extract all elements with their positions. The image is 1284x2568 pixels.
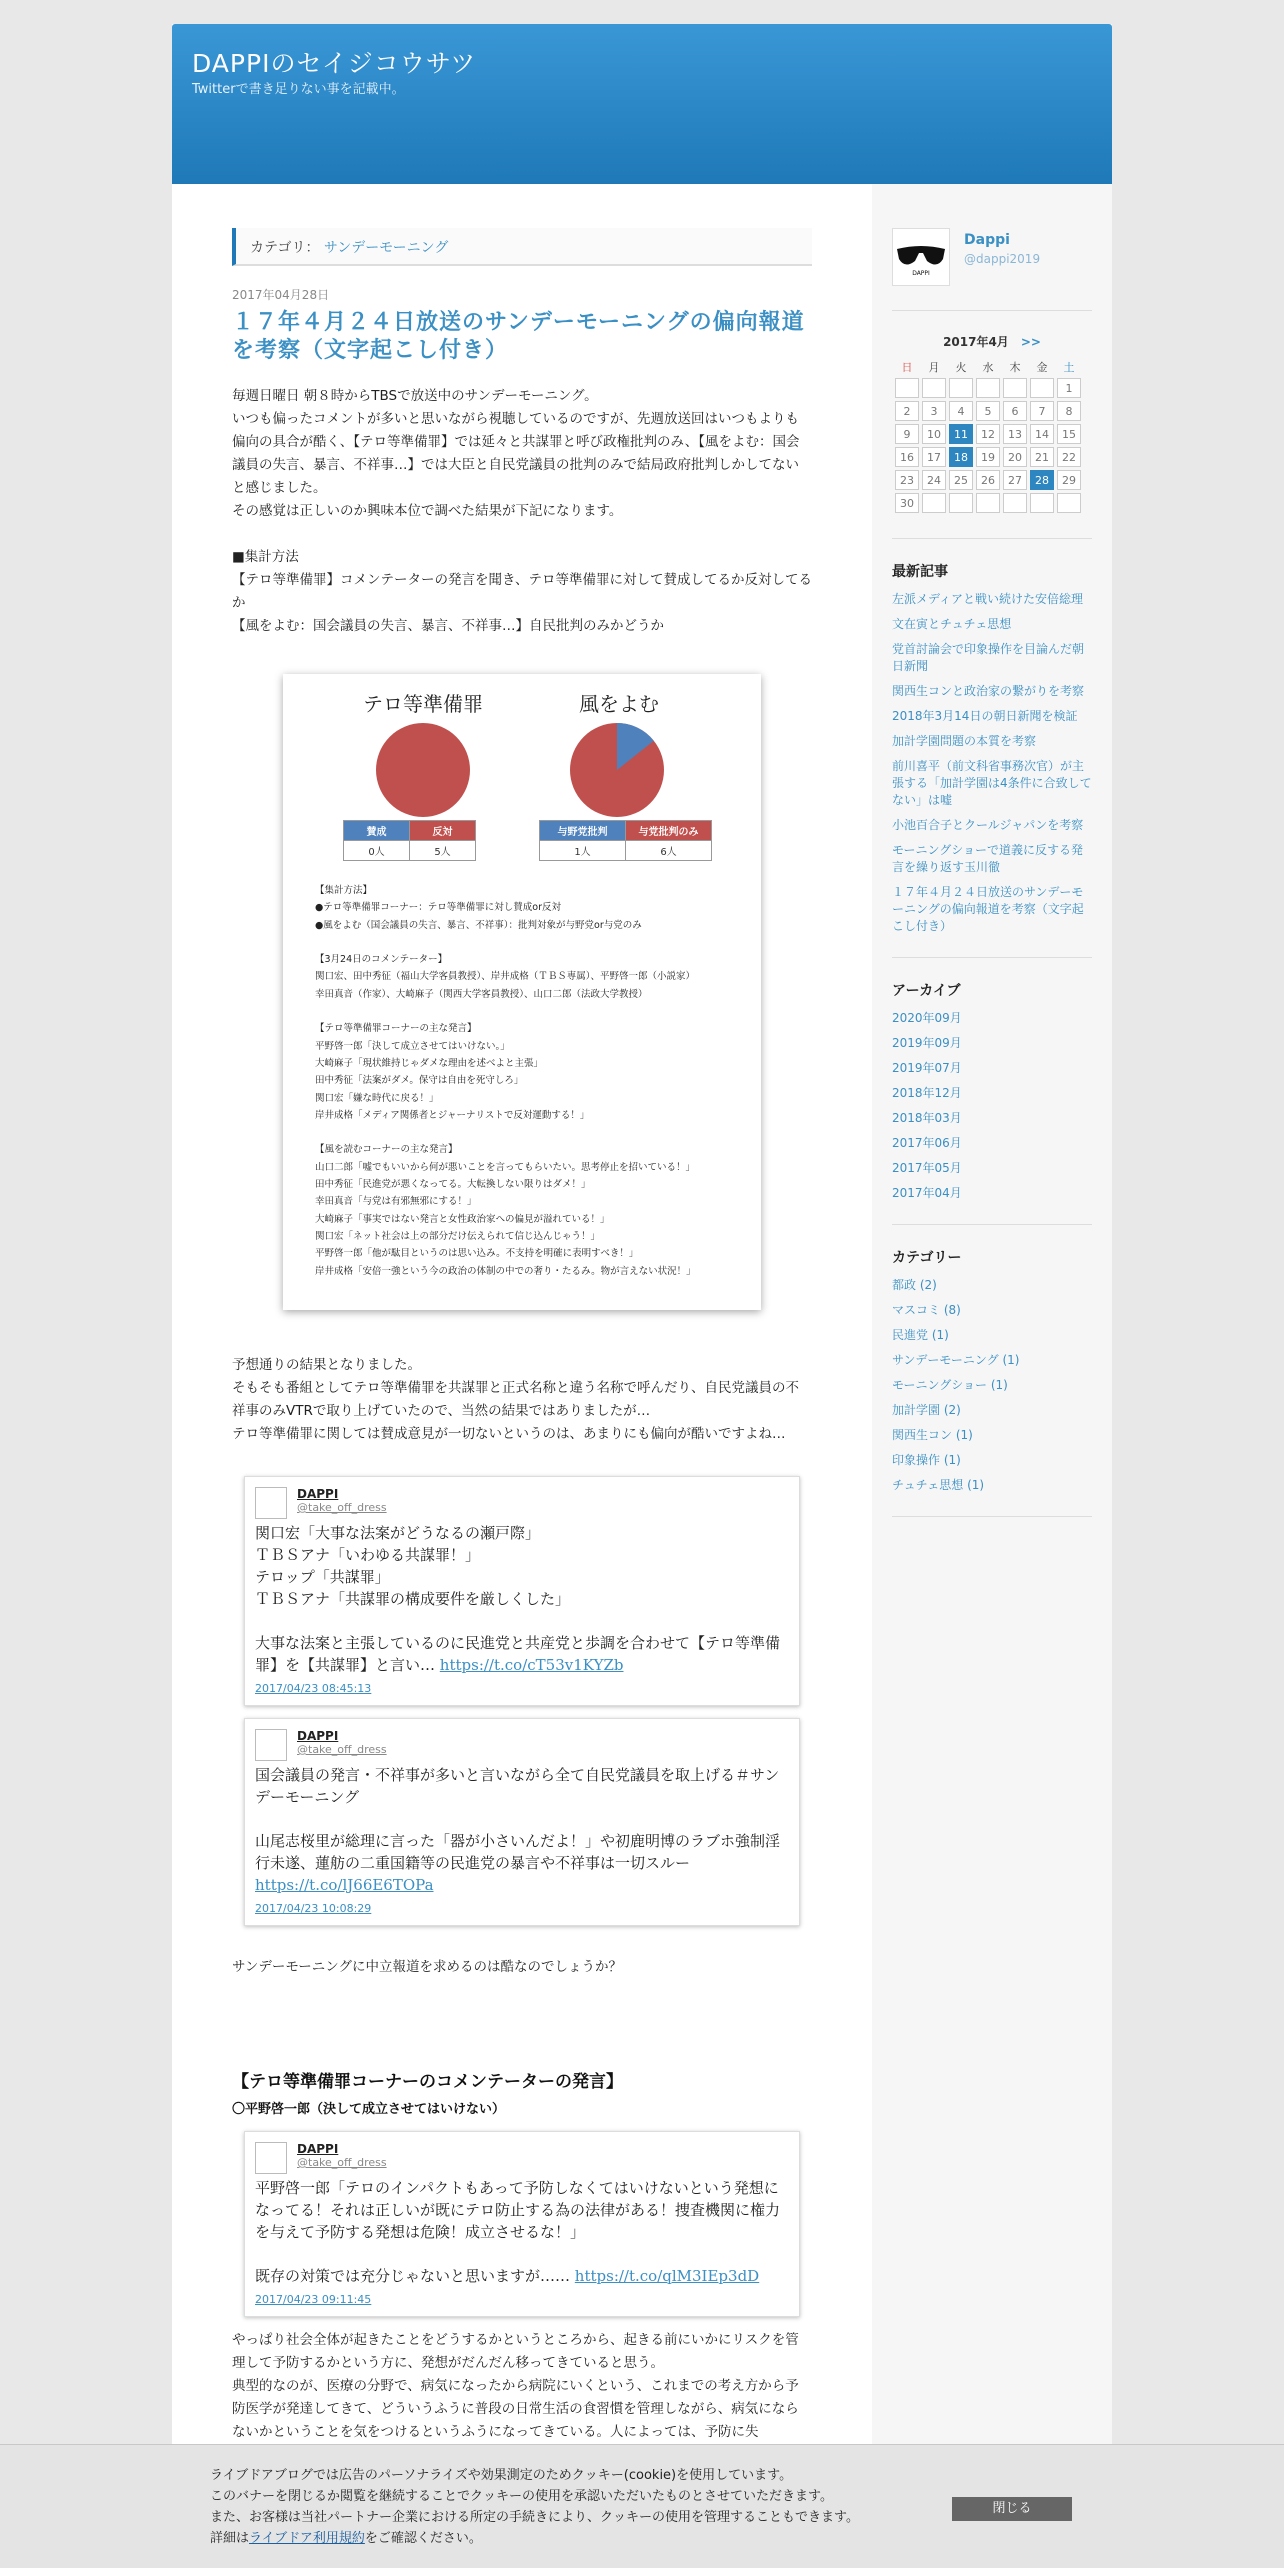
calendar (892, 356, 1084, 516)
archive-link[interactable]: 2018年12月 (892, 1086, 962, 1100)
recent-post-link[interactable]: モーニングショーで道義に反する発言を繰り返す玉川徹 (892, 843, 1084, 874)
infographic-notes: 【集計方法】 ●テロ等準備罪コーナー：テロ等準備罪に対し賛成or反対 ●風をよむ（国会議員の失言、暴言、不祥事）：批判対象が与野党or与党のみ 【3月24日のコメンテーター】 関口宏、田中秀征（福山大学客員教授）、岸井成格（ＴＢＳ専属）、平野啓一郎（小説家） 幸田真音（作家）、大崎麻子（関西大学客員教授）、山口二郎（法政大学教授） 【テロ等準備罪コーナーの主な発言】 平野啓一郎「決して成立させてはいけない。」 大崎麻子「現状維持じゃダメな理由を述べよと主張」 田中秀征「法案がダメ。保守は自由を死守しろ」 関口宏「嫌な時代に戻る！」 岸井成格「メディア関係者とジャーナリストで反対運動する！」 【風を読むコーナーの主な発言】 山口二郎「嘘でもいいから何が悪いことを言ってもらいたい。思考停止を招いている！」 田中秀征「民進党が悪くなってる。大転換しない限りはダメ！」 幸田真音「与党は有邪無邪にする！」 大崎麻子「事実ではない発言と女性政治家への偏見が溢れている！」 関口宏「ネット社会は上の部分だけ伝えられて信じ込んじゃう！」 平野啓一郎「他が駄目というのは思い込み。不支持を明確に表明すべき！」 岸井成格「安倍一強という今の政治の体制の中での奢り・たるみ。物が言えない状況！」 (315, 885, 696, 1277)
calendar-day: 29 (1057, 470, 1081, 490)
section-subtitle: 〇平野啓一郎（決して成立させてはいけない） (232, 2102, 506, 2117)
archive-title: アーカイブ (892, 983, 961, 999)
calendar-day: 13 (1003, 424, 1027, 444)
calendar-day: 20 (1003, 447, 1027, 467)
cookie-banner (0, 2444, 1284, 2568)
recent-post-link[interactable]: 左派メディアと戦い続けた安倍総理 (892, 592, 1084, 606)
calendar-weekday: 火 (955, 361, 967, 374)
calendar-day: 6 (1003, 401, 1027, 421)
calendar-header: 2017年4月 >> (943, 335, 1041, 349)
site-title[interactable]: DAPPIのセイジコウサツ (192, 49, 477, 78)
calendar-day: 30 (895, 493, 919, 513)
recent-post-link[interactable]: 党首討論会で印象操作を目論んだ朝日新聞 (892, 642, 1085, 673)
calendar-day: 27 (1003, 470, 1027, 490)
calendar-day[interactable]: 28 (1030, 470, 1054, 490)
category-link[interactable]: 民進党 (1) (892, 1328, 949, 1342)
infographic-left-table: 賛成 反対 0人 5人 (343, 820, 476, 861)
category-link[interactable]: サンデーモーニング (1) (892, 1353, 1020, 1367)
tweet-timestamp[interactable]: 2017/04/23 08:45:13 (255, 1682, 372, 1695)
category-title: カテゴリー (892, 1250, 962, 1266)
calendar-day: 5 (976, 401, 1000, 421)
tweet-text: 関口宏「大事な法案がどうなるの瀬戸際」 ＴＢＳアナ「いわゆる共謀罪！」 テロップ「共謀罪」 ＴＢＳアナ「共謀罪の構成要件を厳しくした」 大事な法案と主張しているのに民進党と共産党と歩調を合わせて【テロ等準備罪】を【共謀罪】と言い… https://t.co/cT53v1KYZb (255, 1524, 781, 1674)
calendar-day: 23 (895, 470, 919, 490)
calendar-day (949, 493, 973, 513)
recent-post-link[interactable]: １７年４月２４日放送のサンデーモーニングの偏向報道を考察（文字起こし付き） (892, 885, 1084, 933)
calendar-day[interactable]: 11 (949, 424, 973, 444)
sidebar (892, 184, 1092, 1539)
tweet-text: 国会議員の発言・不祥事が多いと言いながら全て自民党議員を取上げる＃サンデーモーニング 山尾志桜里が総理に言った「器が小さいんだよ！」や初鹿明博のラブホ強制淫行未遂、蓮舫の二重国籍等の民進党の暴言や不祥事は一切スルー https://t.co/lJ66E6TOPa (255, 1766, 781, 1894)
calendar-day: 2 (895, 401, 919, 421)
infographic-right-table: 与野党批判 与党批判のみ 1人 6人 (539, 820, 712, 861)
cookie-close-button[interactable]: 閉じる (952, 2497, 1072, 2521)
embedded-tweet[interactable]: DAPPI @take_off_dress 平野啓一郎「テロのインパクトもあって予防しなくてはいけないという発想になってる！それは正しいが既にテロ防止する為の法律がある！捜査機関に権力を与えて予防する発想は危険！成立させるな！」 既存の対策では充分じゃないと思いますが…… https://t.co/qlM3IEp3dD 2017/04/23 09:11:45 (244, 2131, 800, 2317)
calendar-day (1057, 493, 1081, 513)
site-header (172, 24, 1112, 184)
tweet-link[interactable]: https://t.co/lJ66E6TOPa (255, 1876, 434, 1894)
tweet-link[interactable]: https://t.co/cT53v1KYZb (439, 1656, 624, 1674)
calendar-day: 19 (976, 447, 1000, 467)
embedded-tweet[interactable]: DAPPI @take_off_dress 関口宏「大事な法案がどうなるの瀬戸際」 ＴＢＳアナ「いわゆる共謀罪！」 テロップ「共謀罪」 ＴＢＳアナ「共謀罪の構成要件を厳しくした」 大事な法案と主張しているのに民進党と共産党と歩調を合わせて【テロ等準備罪】を【共謀罪】と言い… https://t.co/cT53v1KYZb 2017/04/23 08:45:13 (244, 1476, 800, 1706)
calendar-weekday: 金 (1036, 361, 1048, 374)
method-text: ■集計方法 【テロ等準備罪】コメンテーターの発言を聞き、テロ等準備罪に対して賛成してるか反対してるか 【風をよむ：国会議員の失言、暴言、不祥事…】自民批判のみかどうか (232, 549, 812, 634)
recent-post-link[interactable]: 関西生コンと政治家の繋がりを考察 (892, 684, 1085, 698)
calendar-day (1003, 378, 1027, 398)
entry-title[interactable]: １７年４月２４日放送のサンデーモーニングの偏向報道を考察（文字起こし付き） (232, 310, 805, 363)
calendar-day: 15 (1057, 424, 1081, 444)
svg-text:DAPPI: DAPPI (912, 270, 930, 277)
calendar-weekday: 月 (928, 361, 940, 374)
calendar-day (1003, 493, 1027, 513)
category-link[interactable]: チュチェ思想 (1) (892, 1478, 985, 1492)
category-link[interactable]: 印象操作 (1) (892, 1453, 961, 1467)
calendar-day: 4 (949, 401, 973, 421)
site-description: Twitterで書き足りない事を記載中。 (192, 82, 405, 97)
calendar-day: 3 (922, 401, 946, 421)
calendar-day (976, 378, 1000, 398)
calendar-weekday: 水 (982, 361, 994, 374)
recent-post-link[interactable]: 文在寅とチュチェ思想 (892, 617, 1012, 631)
category-link[interactable]: 都政 (2) (892, 1278, 937, 1292)
recent-posts-list (892, 591, 1092, 935)
calendar-day: 16 (895, 447, 919, 467)
embedded-tweet[interactable]: DAPPI @take_off_dress 国会議員の発言・不祥事が多いと言いながら全て自民党議員を取上げる＃サンデーモーニング 山尾志桜里が総理に言った「器が小さいんだよ！」や初鹿明博のラブホ強制淫行未遂、蓮舫の二重国籍等の民進党の暴言や不祥事は一切スルー https://t.co/lJ66E6TOPa 2017/04/23 10:08:29 (244, 1718, 800, 1926)
calendar-day (1030, 493, 1054, 513)
archive-link[interactable]: 2017年04月 (892, 1186, 962, 1200)
calendar-day: 12 (976, 424, 1000, 444)
calendar-day: 22 (1057, 447, 1081, 467)
calendar-day (922, 378, 946, 398)
calendar-day: 21 (1030, 447, 1054, 467)
cookie-text: ライブドアブログでは広告のパーソナライズや効果測定のためクッキー(cookie)を使用しています。 このバナーを閉じるか閲覧を継続することでクッキーの使用を承認いただいたものとさせていただきます。 また、お客様は当社パートナー企業における所定の手続きにより、クッキーの使用を管理することもできます。 詳細はライブドア利用規約をご確認ください。 (210, 2468, 859, 2546)
calendar-weekday: 土 (1063, 361, 1075, 374)
infographic-image (283, 674, 761, 1310)
calendar-day: 8 (1057, 401, 1081, 421)
post-date: 2017年04月28日 (232, 288, 330, 302)
category-link[interactable]: マスコミ (8) (892, 1303, 961, 1317)
page (172, 24, 1112, 2568)
infographic-right-title: 風をよむ (579, 692, 659, 716)
calendar-day: 1 (1057, 378, 1081, 398)
profile (892, 228, 1092, 288)
recent-post-link[interactable]: 2018年3月14日の朝日新聞を検証 (892, 709, 1078, 723)
tweet-avatar[interactable] (255, 1487, 287, 1519)
infographic-left-title: テロ等準備罪 (363, 692, 483, 716)
calendar-day: 17 (922, 447, 946, 467)
calendar-day: 25 (949, 470, 973, 490)
recent-post-link[interactable]: 小池百合子とクールジャパンを考察 (892, 818, 1084, 832)
recent-posts-title: 最新記事 (892, 564, 948, 580)
sunglasses-icon (893, 229, 949, 285)
tweet-timestamp[interactable]: 2017/04/23 10:08:29 (255, 1902, 372, 1915)
category-link[interactable]: 関西生コン (1) (892, 1428, 973, 1442)
calendar-day: 9 (895, 424, 919, 444)
calendar-weekday: 木 (1009, 361, 1021, 374)
main-content (232, 184, 812, 2444)
category-heading: カテゴリ： サンデーモーニング (232, 228, 812, 266)
pie-left (373, 720, 473, 820)
archive-link[interactable]: 2018年03月 (892, 1111, 962, 1125)
calendar-day: 24 (922, 470, 946, 490)
section-title: 【テロ等準備罪コーナーのコメンテーターの発言】 (232, 2072, 623, 2092)
archive-link[interactable]: 2017年06月 (892, 1136, 962, 1150)
calendar-day (895, 378, 919, 398)
calendar-weekday: 日 (901, 361, 913, 374)
calendar-day: 14 (1030, 424, 1054, 444)
calendar-next-link[interactable]: >> (1020, 335, 1041, 349)
calendar-day: 10 (922, 424, 946, 444)
recent-post-link[interactable]: 加計学園問題の本質を考察 (892, 734, 1037, 748)
result-text: 予想通りの結果となりました。 そもそも番組としてテロ等準備罪を共謀罪と正式名称と違う名称で呼んだり、自民党議員の不祥事のみVTRで取り上げていたので、当然の結果ではありましたが… テロ等準備罪に関しては賛成意見が一切ないというのは、あまりにも偏向が酷いですよね… (232, 1357, 799, 1442)
tweet-avatar[interactable] (255, 2142, 287, 2174)
tweet-text: 平野啓一郎「テロのインパクトもあって予防しなくてはいけないという発想になってる！それは正しいが既にテロ防止する為の法律がある！捜査機関に権力を与えて予防する発想は危険！成立させるな！」 既存の対策では充分じゃないと思いますが…… https://t.co/qlM3IEp3dD (255, 2179, 781, 2285)
profile-id[interactable]: @dappi2019 (964, 252, 1041, 266)
calendar-day[interactable]: 18 (949, 447, 973, 467)
calendar-day (922, 493, 946, 513)
archive-link[interactable]: 2020年09月 (892, 1011, 962, 1025)
recent-post-link[interactable]: 前川喜平（前文科省事務次官）が主張する「加計学園は4条件に合致してない」は嘘 (892, 759, 1092, 807)
pie-right (567, 720, 667, 820)
archive-link[interactable]: 2019年09月 (892, 1036, 962, 1050)
category-link[interactable]: サンデーモーニング (323, 240, 449, 256)
calendar-day (1030, 378, 1054, 398)
category-link[interactable]: 加計学園 (2) (892, 1403, 961, 1417)
closing-text: やっぱり社会全体が起きたことをどうするかというところから、起きる前にいかにリスクを管理して予防するかという方に、発想がだんだん移ってきていると思う。 典型的なのが、医療の分野で、病気になったから病院にいくという、これまでの考え方から予防医学が発達してきて、どういうふうに普段の日常生活の食習慣を管理しながら、病気にならないかということを気をつけるというふうになってきている。人によっては、予防に失 (232, 2332, 799, 2440)
category-list (892, 1277, 1092, 1494)
archive-list (892, 1010, 1092, 1202)
tweet-link[interactable]: https://t.co/qlM3IEp3dD (574, 2267, 760, 2285)
archive-link[interactable]: 2017年05月 (892, 1161, 962, 1175)
profile-avatar[interactable] (892, 228, 950, 286)
profile-name[interactable]: Dappi (964, 232, 1010, 248)
intro-text: 毎週日曜日 朝８時からTBSで放送中のサンデーモーニング。 いつも偏ったコメントが多いと思いながら視聴しているのですが、先週放送回はいつもよりも偏向の具合が酷く、【テロ等準備罪】では延々と共謀罪と呼び政権批判のみ、【風をよむ：国会議員の失言、暴言、不祥事…】では大臣と自民党議員の批判のみで結局政府批判しかしてないと感じました。 その感覚は正しいのか興味本位で調べた結果が下記になります。 (232, 388, 800, 519)
archive-link[interactable]: 2019年07月 (892, 1061, 962, 1075)
calendar-day (949, 378, 973, 398)
tweet-avatar[interactable] (255, 1729, 287, 1761)
pie-left-slice-against (376, 723, 470, 817)
calendar-day: 7 (1030, 401, 1054, 421)
terms-link[interactable]: ライブドア利用規約 (249, 2531, 365, 2546)
calendar-day (976, 493, 1000, 513)
question-text: サンデーモーニングに中立報道を求めるのは酷なのでしょうか？ (232, 1959, 623, 1975)
category-link[interactable]: モーニングショー (1) (892, 1378, 1008, 1392)
calendar-day: 26 (976, 470, 1000, 490)
tweet-timestamp[interactable]: 2017/04/23 09:11:45 (255, 2293, 372, 2306)
